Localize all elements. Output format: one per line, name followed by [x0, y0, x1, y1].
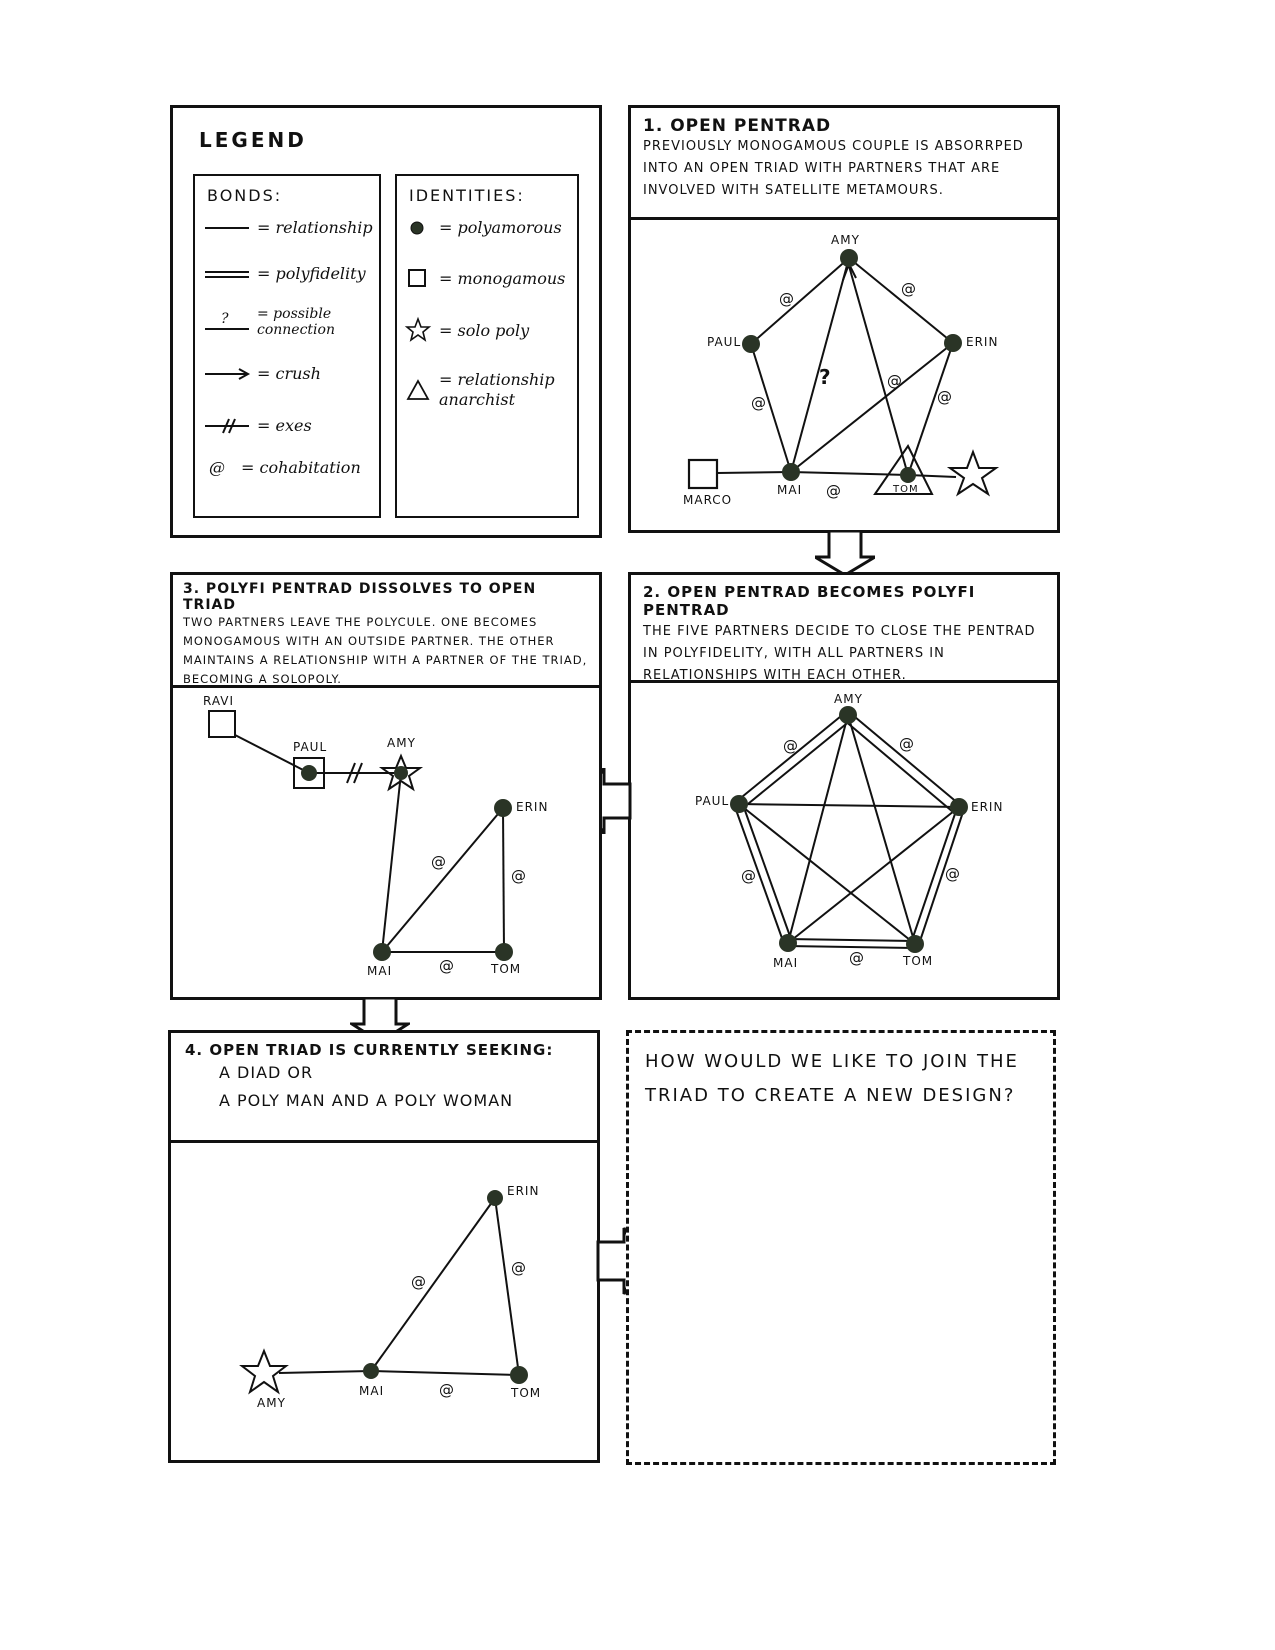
- node-erin: [494, 799, 512, 817]
- open-pentrad-diagram: [631, 108, 1063, 536]
- label-amy: AMY: [257, 1396, 286, 1410]
- double-line-icon: [205, 268, 251, 280]
- label-erin: ERIN: [507, 1184, 540, 1198]
- bond-amy-mai: [279, 1371, 371, 1373]
- seeking-line-2: A POLY MAN AND A POLY WOMAN: [219, 1091, 514, 1110]
- panel-new-design-prompt: [626, 1030, 1056, 1465]
- node-tom: [900, 467, 916, 483]
- label-erin: ERIN: [966, 335, 999, 349]
- legend-possible: [205, 306, 375, 338]
- panel-title: 1. OPEN PENTRAD: [643, 116, 832, 136]
- bond-mai-tom: [371, 1371, 519, 1375]
- node-tom: [495, 943, 513, 961]
- label-tom: TOM: [893, 484, 919, 495]
- cohabitation-mark: @: [511, 1259, 526, 1277]
- bond-marco-mai: [717, 472, 791, 473]
- arrow-line-icon: [205, 367, 251, 381]
- bond-erin-tom: [503, 808, 504, 952]
- legend-polyamorous: [407, 218, 562, 237]
- polyfi-pentrad-diagram: [631, 575, 1063, 1003]
- bond-erin-mai: [382, 808, 503, 952]
- bond-amy-paul: [751, 258, 849, 344]
- bond-amy-erin: [849, 712, 959, 804]
- panel-title: 4. OPEN TRIAD IS CURRENTLY SEEKING:: [185, 1041, 554, 1059]
- node-paul: [301, 765, 317, 781]
- legend-crush: [205, 364, 321, 383]
- label-erin: ERIN: [516, 800, 549, 814]
- identities-title: IDENTITIES:: [409, 186, 525, 205]
- node-amy: [840, 249, 858, 267]
- new-design-question: HOW WOULD WE LIKE TO JOIN THE TRIAD TO CREATE A NEW DESIGN?: [645, 1051, 1019, 1106]
- legend-polyfidelity: [205, 264, 366, 283]
- label-amy: AMY: [387, 736, 416, 750]
- node-amy: [394, 766, 408, 780]
- possible-connection-mark: ?: [819, 365, 831, 389]
- label-paul: PAUL: [695, 794, 730, 808]
- bond-amy-mai: [382, 773, 401, 952]
- node-erin: [950, 798, 968, 816]
- star-icon: [407, 318, 433, 342]
- bonds-box: [193, 174, 381, 518]
- cohabitation-mark: @: [901, 280, 916, 298]
- bonds-title: BONDS:: [207, 186, 283, 205]
- at-sign-icon: [205, 459, 235, 477]
- label-mai: MAI: [367, 964, 393, 978]
- label-tom: TOM: [491, 962, 522, 976]
- cohabitation-mark: @: [887, 372, 902, 390]
- legend-title: LEGEND: [199, 128, 307, 152]
- label-tom: TOM: [903, 954, 934, 968]
- panel-open-pentrad: [628, 105, 1060, 533]
- bond-mai-tom-second: [787, 946, 914, 948]
- node-mai: [782, 463, 800, 481]
- node-amy: [839, 706, 857, 724]
- svg-text:@: @: [209, 457, 225, 477]
- legend-identity-label: = polyamorous: [439, 218, 562, 237]
- legend-bond-label: = possible connection: [257, 306, 335, 338]
- panel-description: THE FIVE PARTNERS DECIDE TO CLOSE THE PENTRAD IN POLYFIDELITY, WITH ALL PARTNERS IN RELATIONSHIPS WITH EACH OTHER.: [643, 624, 1036, 683]
- cohabitation-mark: @: [511, 867, 526, 885]
- legend-relationship-anarchist: [407, 370, 577, 410]
- panel-dissolves-to-triad: [170, 572, 602, 1000]
- legend-solo-poly: [407, 318, 529, 342]
- node-marco-square: [689, 460, 717, 488]
- bond-erin-mai: [791, 343, 953, 472]
- question-line-icon: [205, 309, 251, 335]
- svg-text:?: ?: [221, 311, 229, 327]
- bond-paul-erin: [739, 804, 959, 807]
- triangle-icon: [407, 379, 433, 401]
- legend-monogamous: [407, 268, 565, 288]
- legend-identity-label: = relationship anarchist: [439, 370, 555, 409]
- cohabitation-mark: @: [783, 737, 798, 755]
- legend-bond-label: = relationship: [257, 218, 373, 237]
- panel-polyfi-pentrad: [628, 572, 1060, 1000]
- crossed-line-icon: [205, 418, 251, 434]
- label-paul: PAUL: [293, 740, 328, 754]
- label-erin: ERIN: [971, 800, 1004, 814]
- bond-amy-erin-second: [844, 720, 953, 812]
- solid-line-icon: [205, 222, 251, 234]
- cohabitation-mark: @: [431, 853, 446, 871]
- bond-mai-tom: [787, 939, 914, 941]
- filled-circle-icon: [407, 220, 433, 236]
- node-solo-poly-star: [950, 452, 996, 494]
- label-mai: MAI: [359, 1384, 385, 1398]
- legend-identity-label: = solo poly: [439, 320, 530, 340]
- bond-erin-tom: [495, 1198, 519, 1375]
- legend-bond-label: = polyfidelity: [257, 264, 366, 283]
- panel-title: 2. OPEN PENTRAD BECOMES POLYFI PENTRAD: [643, 583, 976, 619]
- panel-open-triad-seeking: [168, 1030, 600, 1463]
- legend-relationship: [205, 218, 373, 237]
- node-mai: [363, 1363, 379, 1379]
- legend-bond-label: = cohabitation: [241, 458, 361, 477]
- bond-erin-tom: [908, 343, 953, 475]
- square-icon: [407, 268, 433, 288]
- cohabitation-mark: @: [741, 867, 756, 885]
- flow-arrow-down: [815, 531, 875, 577]
- cohabitation-mark: @: [439, 1381, 454, 1399]
- open-triad-diagram: [173, 575, 605, 1003]
- seeking-triad-diagram: [171, 1033, 603, 1466]
- cohabitation-mark: @: [899, 735, 914, 753]
- label-ravi: RAVI: [203, 694, 235, 708]
- label-marco: MARCO: [683, 493, 733, 507]
- legend-exes: [205, 416, 312, 435]
- legend-bond-label: = crush: [257, 364, 321, 383]
- cohabitation-mark: @: [826, 482, 841, 500]
- panel-description: TWO PARTNERS LEAVE THE POLYCULE. ONE BECOMES MONOGAMOUS WITH AN OUTSIDE PARTNER. THE OTHER MAINTAINS A RELATIONSHIP WITH A PARTNER OF THE TRIAD, BECOMING A SOLOPOLY.: [183, 615, 588, 686]
- node-tom: [906, 935, 924, 953]
- node-ravi-square: [209, 711, 235, 737]
- legend-bond-label: = exes: [257, 416, 312, 435]
- cohabitation-mark: @: [945, 865, 960, 883]
- cohabitation-mark: @: [937, 388, 952, 406]
- label-amy: AMY: [831, 233, 860, 247]
- node-paul: [742, 335, 760, 353]
- cohabitation-mark: @: [411, 1273, 426, 1291]
- legend-identity-label: = monogamous: [439, 268, 566, 288]
- node-amy-star: [242, 1351, 286, 1392]
- bond-erin-mai: [371, 1198, 495, 1371]
- bond-amy-erin: [849, 258, 953, 343]
- node-erin: [944, 334, 962, 352]
- panel-description: PREVIOUSLY MONOGAMOUS COUPLE IS ABSORRPED INTO AN OPEN TRIAD WITH PARTNERS THAT ARE INVOLVED WITH SATELLITE METAMOURS.: [643, 139, 1024, 198]
- cohabitation-mark: @: [849, 949, 864, 967]
- cohabitation-mark: @: [779, 290, 794, 308]
- label-amy: AMY: [834, 692, 863, 706]
- legend-panel: [170, 105, 602, 538]
- label-tom: TOM: [511, 1386, 542, 1400]
- cohabitation-mark: @: [439, 957, 454, 975]
- node-erin: [487, 1190, 503, 1206]
- node-mai: [373, 943, 391, 961]
- seeking-line-1: A DIAD OR: [219, 1063, 314, 1082]
- panel-title: 3. POLYFI PENTRAD DISSOLVES TO OPEN TRIAD: [183, 581, 537, 613]
- label-mai: MAI: [773, 956, 799, 970]
- node-paul: [730, 795, 748, 813]
- node-mai: [779, 934, 797, 952]
- bond-tom-amy-crush: [849, 266, 908, 475]
- bond-paul-tom: [739, 804, 915, 944]
- label-paul: PAUL: [707, 335, 742, 349]
- identities-box: [395, 174, 579, 518]
- label-mai: MAI: [777, 483, 803, 497]
- legend-cohabitation: [205, 458, 361, 477]
- node-tom: [510, 1366, 528, 1384]
- cohabitation-mark: @: [751, 394, 766, 412]
